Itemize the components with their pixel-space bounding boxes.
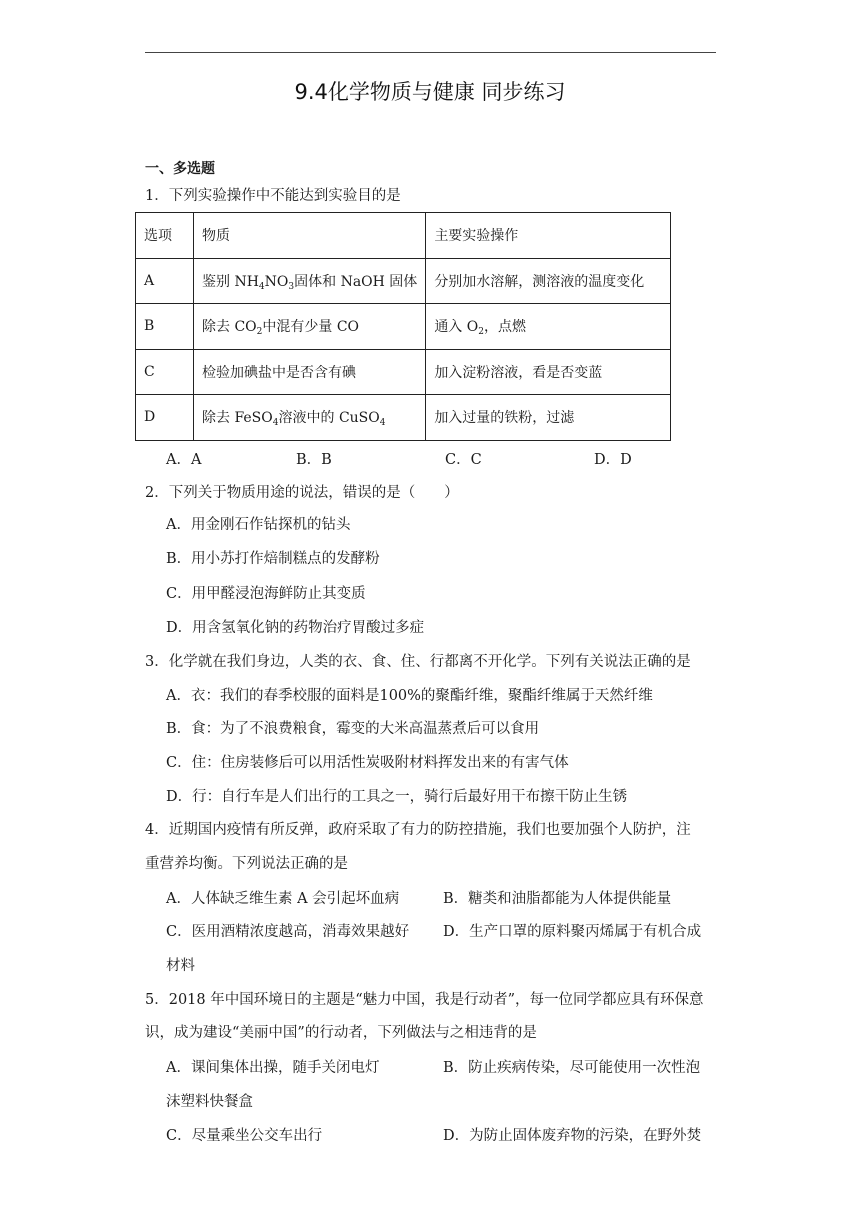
- header-material: 物质: [194, 213, 426, 259]
- q2-stem: 2．下列关于物质用途的说法，错误的是（ ）: [145, 485, 459, 501]
- row-operation: 加入过量的铁粉，过滤: [426, 395, 671, 441]
- q4-option-b[interactable]: B．糖类和油脂都能为人体提供能量: [443, 891, 672, 907]
- q4-stem-line1: 4．近期国内疫情有所反弹，政府采取了有力的防控措施，我们也要加强个人防护，注: [145, 822, 691, 838]
- q2-option-c[interactable]: C．用甲醛浸泡海鲜防止其变质: [166, 586, 366, 602]
- q1-option-c[interactable]: C．C: [445, 452, 482, 468]
- q2-option-b[interactable]: B．用小苏打作焙制糕点的发酵粉: [166, 551, 380, 567]
- q3-option-c[interactable]: C．住：住房装修后可以用活性炭吸附材料挥发出来的有害气体: [166, 755, 569, 771]
- q4-option-d-continued: 材料: [166, 958, 195, 974]
- row-material: 除去 FeSO$_4$溶液中的 CuSO$_4$: [194, 395, 426, 441]
- q2-option-d[interactable]: D．用含氢氧化钠的药物治疗胃酸过多症: [166, 620, 425, 636]
- top-rule: [145, 52, 716, 53]
- q2-option-a[interactable]: A．用金刚石作钻探机的钻头: [166, 517, 351, 533]
- q4-stem-line2: 重营养均衡。下列说法正确的是: [145, 856, 348, 872]
- header-operation: 主要实验操作: [426, 213, 671, 259]
- row-operation: 分别加水溶解，测溶液的温度变化: [426, 258, 671, 304]
- q1-option-d[interactable]: D．D: [594, 452, 632, 468]
- q5-option-a[interactable]: A．课间集体出操，随手关闭电灯: [166, 1060, 380, 1076]
- q5-stem-line1: 5．2018 年中国环境日的主题是“魅力中国，我是行动者”，每一位同学都应具有环保意: [145, 992, 704, 1008]
- row-option: D: [136, 395, 194, 441]
- row-material: 除去 $CO_2$中混有少量 CO: [194, 304, 426, 350]
- q1-option-a[interactable]: A．A: [166, 452, 202, 468]
- q5-option-c[interactable]: C．尽量乘坐公交车出行: [166, 1128, 323, 1144]
- q5-option-b-continued: 沫塑料快餐盒: [166, 1094, 253, 1110]
- q3-option-b[interactable]: B．食：为了不浪费粮食，霉变的大米高温蒸煮后可以食用: [166, 721, 540, 737]
- q5-option-d[interactable]: D．为防止固体废弃物的污染，在野外焚: [443, 1128, 702, 1144]
- section-heading: 一、多选题: [145, 161, 215, 177]
- row-operation: 加入淀粉溶液，看是否变蓝: [426, 349, 671, 395]
- table-row: [136, 258, 671, 304]
- row-option: B: [136, 304, 194, 350]
- table-header-row: [136, 213, 671, 259]
- q4-option-a[interactable]: A．人体缺乏维生素 A 会引起坏血病: [166, 891, 400, 907]
- q3-stem: 3．化学就在我们身边，人类的衣、食、住、行都离不开化学。下列有关说法正确的是: [145, 654, 691, 670]
- row-option: C: [136, 349, 194, 395]
- q1-option-b[interactable]: B．B: [296, 452, 332, 468]
- row-material: 鉴别 $NH_4NO_3$固体和 NaOH 固体: [194, 258, 426, 304]
- table-row: [136, 349, 671, 395]
- row-material: 检验加碘盐中是否含有碘: [194, 349, 426, 395]
- q5-option-b[interactable]: B．防止疾病传染，尽可能使用一次性泡: [443, 1060, 701, 1076]
- table-row: [136, 395, 671, 441]
- q5-stem-line2: 识，成为建设“美丽中国”的行动者，下列做法与之相违背的是: [145, 1025, 537, 1041]
- q1-table: [135, 212, 671, 441]
- header-option: 选项: [136, 213, 194, 259]
- table-row: [136, 304, 671, 350]
- q4-option-d[interactable]: D．生产口罩的原料聚丙烯属于有机合成: [443, 924, 702, 940]
- page-title: 9.4化学物质与健康 同步练习: [294, 80, 566, 104]
- q4-option-c[interactable]: C．医用酒精浓度越高，消毒效果越好: [166, 924, 410, 940]
- row-option: A: [136, 258, 194, 304]
- q3-option-d[interactable]: D．行：自行车是人们出行的工具之一，骑行后最好用干布擦干防止生锈: [166, 789, 628, 805]
- row-operation: 通入 $O_2$，点燃: [426, 304, 671, 350]
- q3-option-a[interactable]: A．衣：我们的春季校服的面料是100%的聚酯纤维，聚酯纤维属于天然纤维: [166, 688, 653, 704]
- q1-stem: 1．下列实验操作中不能达到实验目的是: [145, 188, 401, 204]
